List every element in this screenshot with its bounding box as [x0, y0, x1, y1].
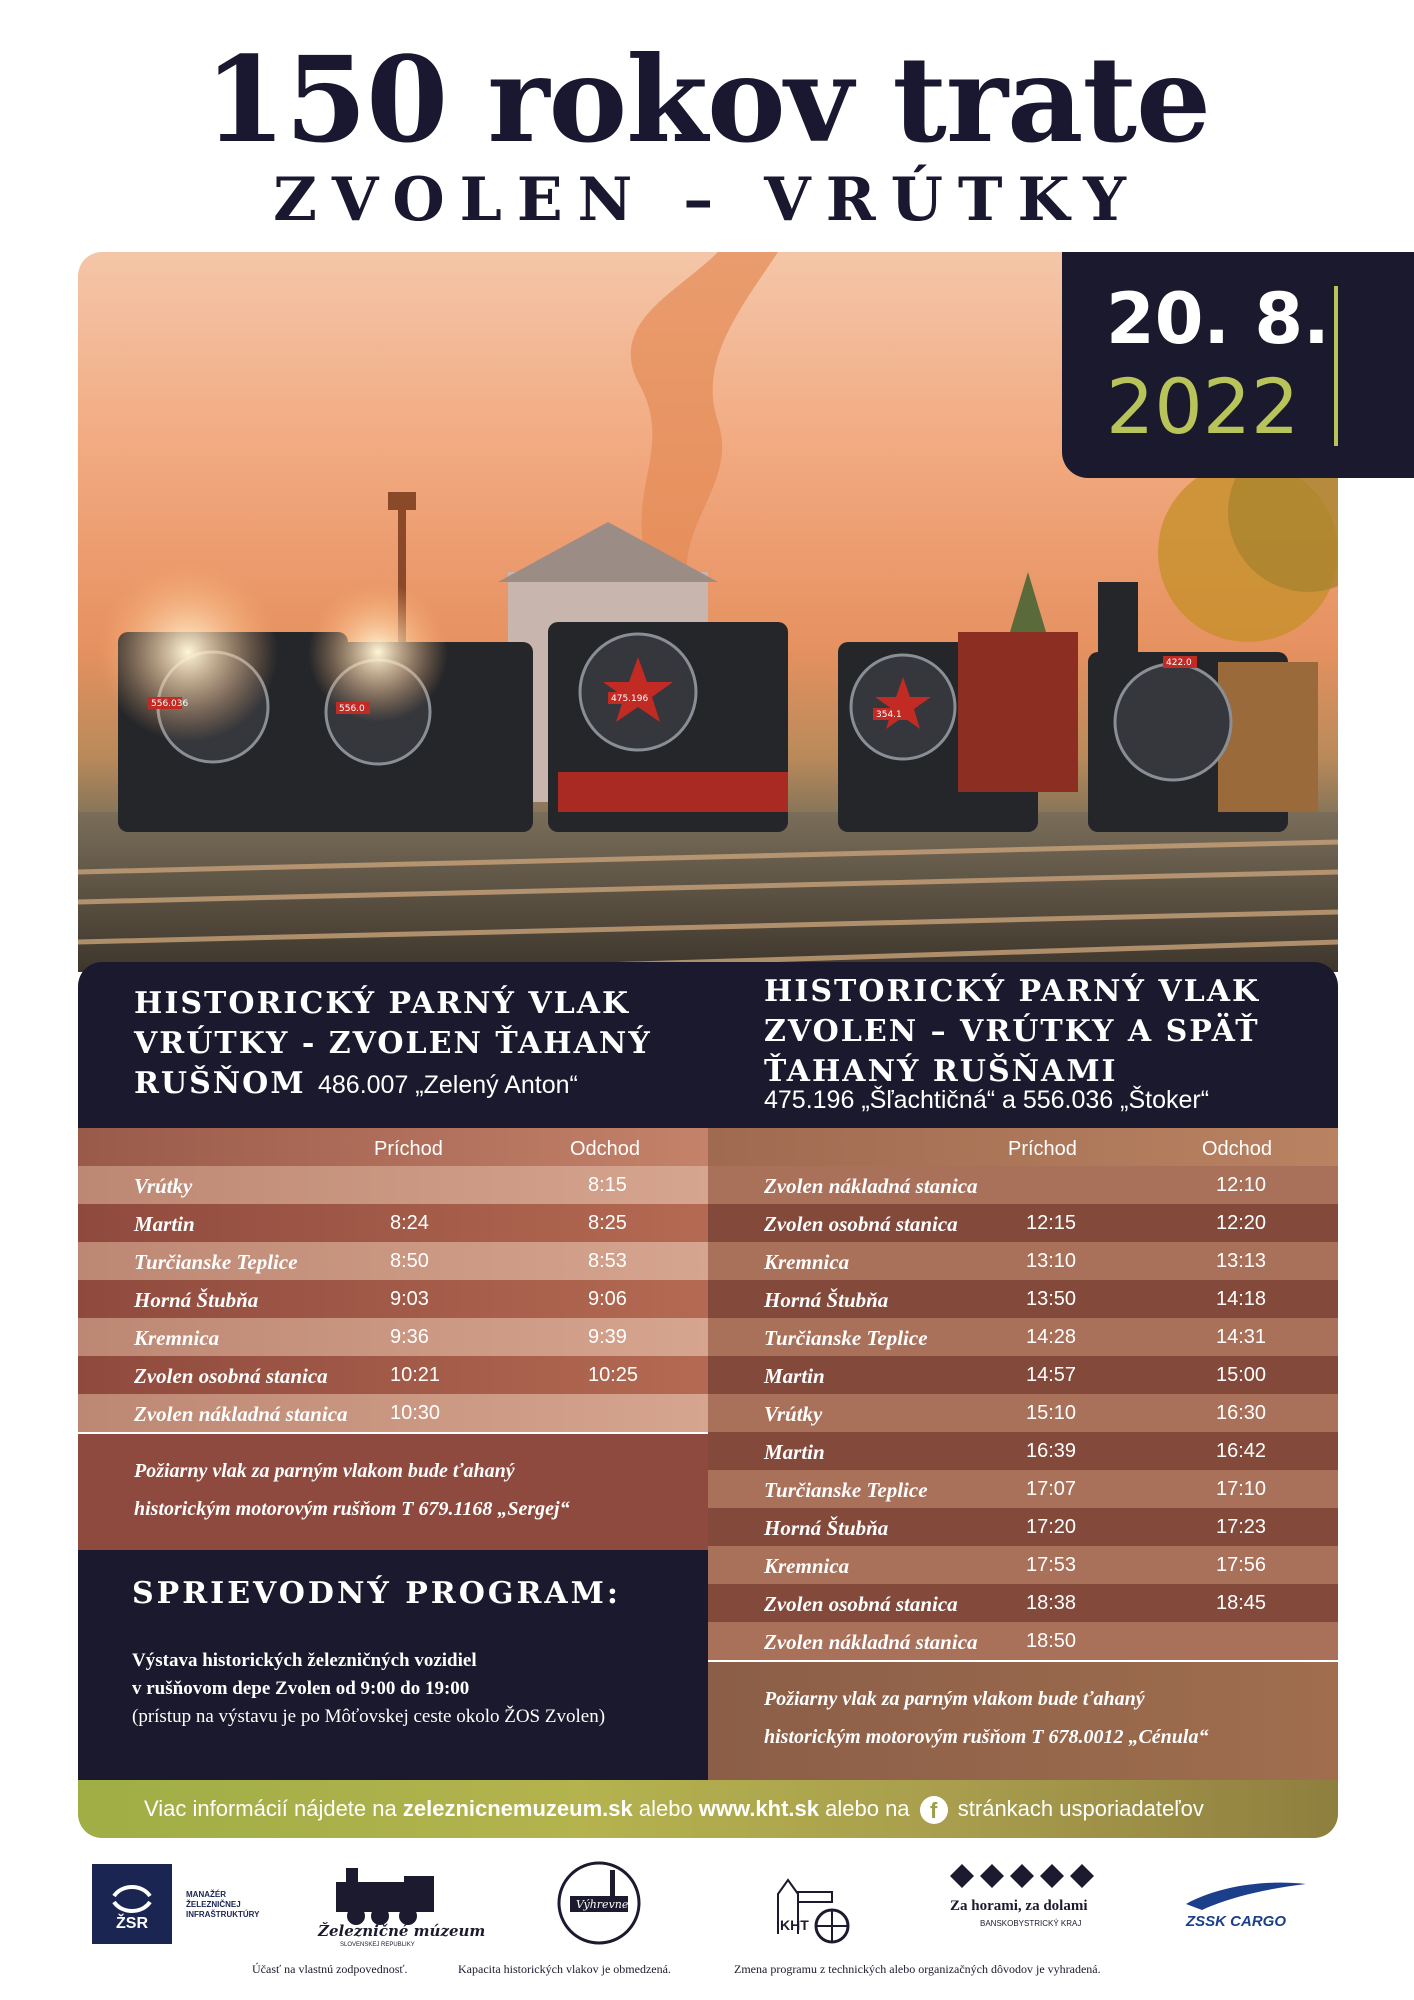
table-row	[708, 1470, 1338, 1508]
departure-time: 12:10	[1216, 1174, 1267, 1196]
zsr-logo-text: ŽSR	[116, 1915, 148, 1932]
right-note-line2: historickým motorovým rušňom T 678.0012 „Cénula“	[764, 1726, 1209, 1748]
arrival-time: 10:30	[390, 1402, 441, 1424]
facebook-icon[interactable]: f	[920, 1796, 948, 1824]
departure-time: 14:31	[1216, 1326, 1267, 1348]
station-name: Zvolen nákladná stanica	[134, 1402, 348, 1426]
station-name: Horná Štubňa	[764, 1516, 889, 1540]
station-name: Martin	[764, 1440, 825, 1464]
loco-number-3: 475.196	[611, 694, 649, 704]
station-name: Horná Štubňa	[764, 1288, 889, 1312]
program-line1: Výstava historických železničných vozidiel	[132, 1650, 477, 1671]
table-row	[708, 1394, 1338, 1432]
departure-time: 9:39	[588, 1326, 627, 1348]
departure-time: 16:30	[1216, 1402, 1267, 1424]
arrival-time: 12:15	[1026, 1212, 1077, 1234]
departure-time: 8:25	[588, 1212, 627, 1234]
left-note-line1: Požiarny vlak za parným vlakom bude ťahaný	[134, 1460, 515, 1482]
table-row	[78, 1318, 708, 1356]
zsr-emblem-icon	[92, 1874, 172, 1924]
arrival-time: 18:38	[1026, 1592, 1077, 1614]
accompanying-program	[78, 1550, 708, 1780]
left-train-header	[78, 962, 708, 1128]
table-row	[708, 1280, 1338, 1318]
station-name: Kremnica	[764, 1554, 850, 1578]
date-year: 2022	[1106, 362, 1300, 451]
right-heading-line3: ŤAHANÝ RUŠŇAMI	[764, 1054, 1118, 1089]
left-timetable	[78, 1128, 708, 1432]
info-text-2: alebo	[632, 1796, 699, 1821]
loco-number-2: 556.0	[339, 704, 365, 714]
kht-logo-icon	[768, 1864, 858, 1948]
region-logo-subtext: BANSKOBYSTRICKÝ KRAJ	[980, 1919, 1082, 1928]
arrival-time: 18:50	[1026, 1630, 1077, 1652]
arrival-time: 16:39	[1026, 1440, 1077, 1462]
table-row	[708, 1546, 1338, 1584]
left-col-departure: Odchod	[570, 1138, 641, 1160]
departure-time: 14:18	[1216, 1288, 1267, 1310]
arrival-time: 17:20	[1026, 1516, 1077, 1538]
info-text-1: Viac informácií nájdete na	[144, 1796, 403, 1821]
station-name: Vrútky	[764, 1402, 823, 1426]
date-badge	[1062, 252, 1414, 478]
departure-time: 15:00	[1216, 1364, 1267, 1386]
departure-time: 18:45	[1216, 1592, 1267, 1614]
loco-number-4: 354.1	[876, 710, 902, 720]
table-row	[708, 1432, 1338, 1470]
station-name: Zvolen nákladná stanica	[764, 1630, 978, 1654]
zssk-cargo-logo-icon	[1182, 1874, 1310, 1934]
banska-bystrica-region-logo-icon	[946, 1862, 1106, 1952]
railway-museum-logo-subtext: SLOVENSKEJ REPUBLIKY	[340, 1942, 415, 1948]
museum-link[interactable]: zeleznicnemuzeum.sk	[402, 1796, 633, 1821]
partner-logos	[0, 1860, 1414, 1956]
station-name: Zvolen osobná stanica	[764, 1592, 958, 1616]
departure-time: 16:42	[1216, 1440, 1267, 1462]
table-row	[78, 1166, 708, 1204]
zssk-logo-text: ZSSK CARGO	[1186, 1913, 1287, 1930]
departure-time: 8:15	[588, 1174, 627, 1196]
program-line3: (prístup na výstavu je po Môťovskej ceste okolo ŽOS Zvolen)	[132, 1706, 606, 1727]
left-column-header	[78, 1128, 708, 1166]
right-heading-line1: HISTORICKÝ PARNÝ VLAK	[764, 974, 1261, 1009]
station-name: Turčianske Teplice	[134, 1250, 298, 1274]
left-heading-line3: RUŠŇOM	[134, 1066, 306, 1101]
arrival-time: 9:36	[390, 1326, 429, 1348]
station-name: Horná Štubňa	[134, 1288, 259, 1312]
page-title: 150 rokov trate	[203, 30, 1211, 169]
station-name: Vrútky	[134, 1174, 193, 1198]
loco-number-1: 556.036	[151, 699, 189, 709]
station-name: Kremnica	[134, 1326, 220, 1350]
zsr-logo	[92, 1864, 172, 1944]
arrival-time: 13:50	[1026, 1288, 1077, 1310]
right-col-arrival: Príchod	[1008, 1138, 1077, 1160]
arrival-time: 8:24	[390, 1212, 429, 1234]
departure-time: 17:10	[1216, 1478, 1267, 1500]
arrival-time: 14:57	[1026, 1364, 1077, 1386]
station-name: Zvolen osobná stanica	[764, 1212, 958, 1236]
departure-time: 17:23	[1216, 1516, 1267, 1538]
arrival-time: 13:10	[1026, 1250, 1077, 1272]
table-row	[708, 1318, 1338, 1356]
arrival-time: 15:10	[1026, 1402, 1077, 1424]
departure-time: 9:06	[588, 1288, 627, 1310]
date-divider	[1334, 286, 1338, 446]
right-timetable	[708, 1128, 1338, 1660]
vyhrevne-logo-text: Výhrevne	[576, 1898, 629, 1911]
table-row	[78, 1242, 708, 1280]
departure-time: 17:56	[1216, 1554, 1267, 1576]
footer-note-2: Kapacita historických vlakov je obmedzená.	[458, 1962, 671, 1976]
arrival-time: 8:50	[390, 1250, 429, 1272]
program-title: SPRIEVODNÝ PROGRAM:	[132, 1576, 621, 1611]
zsr-logo-subtext: MANAŽÉR ŽELEZNIČNEJ INFRAŠTRUKTÚRY	[186, 1890, 260, 1919]
table-row	[708, 1242, 1338, 1280]
table-row	[78, 1356, 708, 1394]
arrival-time: 10:21	[390, 1364, 441, 1386]
arrival-time: 17:07	[1026, 1478, 1077, 1500]
left-heading-sub: 486.007 „Zelený Anton“	[317, 1071, 578, 1099]
table-row	[78, 1280, 708, 1318]
vyhrevne-logo-icon	[556, 1860, 642, 1946]
station-name: Martin	[134, 1212, 195, 1236]
table-row	[708, 1508, 1338, 1546]
table-row	[708, 1204, 1338, 1242]
departure-time: 8:53	[588, 1250, 627, 1272]
station-name: Turčianske Teplice	[764, 1326, 928, 1350]
table-row	[708, 1356, 1338, 1394]
info-text-4: stránkach usporiadateľov	[951, 1796, 1204, 1821]
kht-logo-text: KHT	[780, 1917, 809, 1933]
arrival-time: 14:28	[1026, 1326, 1077, 1348]
right-train-header	[708, 962, 1338, 1128]
station-name: Kremnica	[764, 1250, 850, 1274]
station-name: Zvolen nákladná stanica	[764, 1174, 978, 1198]
info-text-3: alebo na	[819, 1796, 916, 1821]
page-subtitle: ZVOLEN – VRÚTKY	[273, 165, 1141, 235]
departure-time: 12:20	[1216, 1212, 1267, 1234]
station-name: Martin	[764, 1364, 825, 1388]
left-heading-line1: HISTORICKÝ PARNÝ VLAK	[134, 986, 631, 1021]
station-name: Zvolen osobná stanica	[134, 1364, 328, 1388]
table-row	[708, 1584, 1338, 1622]
date-day: 20. 8.	[1106, 278, 1330, 360]
station-name: Turčianske Teplice	[764, 1478, 928, 1502]
table-row	[78, 1204, 708, 1242]
left-col-arrival: Príchod	[374, 1138, 443, 1160]
table-row	[78, 1394, 708, 1432]
right-note-line1: Požiarny vlak za parným vlakom bude ťahaný	[764, 1688, 1145, 1710]
right-heading-sub: 475.196 „Šľachtičná“ a 556.036 „Štoker“	[764, 1086, 1210, 1114]
region-logo-text: Za horami, za dolami	[950, 1898, 1088, 1914]
program-line2: v rušňovom depe Zvolen od 9:00 do 19:00	[132, 1678, 470, 1699]
right-fire-train-note	[708, 1662, 1338, 1780]
table-row	[708, 1622, 1338, 1660]
loco-number-5: 422.0	[1166, 658, 1192, 668]
left-fire-train-note	[78, 1434, 708, 1550]
left-note-line2: historickým motorovým rušňom T 679.1168 „Sergej“	[134, 1498, 570, 1520]
left-heading-line2: VRÚTKY - ZVOLEN ŤAHANÝ	[134, 1026, 652, 1061]
info-bar	[78, 1780, 1338, 1838]
footer-note-3: Zmena programu z technických alebo organizačných dôvodov je vyhradená.	[734, 1962, 1101, 1976]
arrival-time: 17:53	[1026, 1554, 1077, 1576]
right-heading-line2: ZVOLEN – VRÚTKY A SPÄŤ	[764, 1014, 1260, 1049]
right-col-departure: Odchod	[1202, 1138, 1273, 1160]
kht-link[interactable]: www.kht.sk	[698, 1796, 820, 1821]
table-row	[708, 1166, 1338, 1204]
footer-note-1: Účasť na vlastnú zodpovednosť.	[252, 1962, 408, 1976]
arrival-time: 9:03	[390, 1288, 429, 1310]
right-column-header	[708, 1128, 1338, 1166]
departure-time: 13:13	[1216, 1250, 1267, 1272]
departure-time: 10:25	[588, 1364, 639, 1386]
railway-museum-logo-text: Železničné múzeum	[318, 1922, 486, 1940]
